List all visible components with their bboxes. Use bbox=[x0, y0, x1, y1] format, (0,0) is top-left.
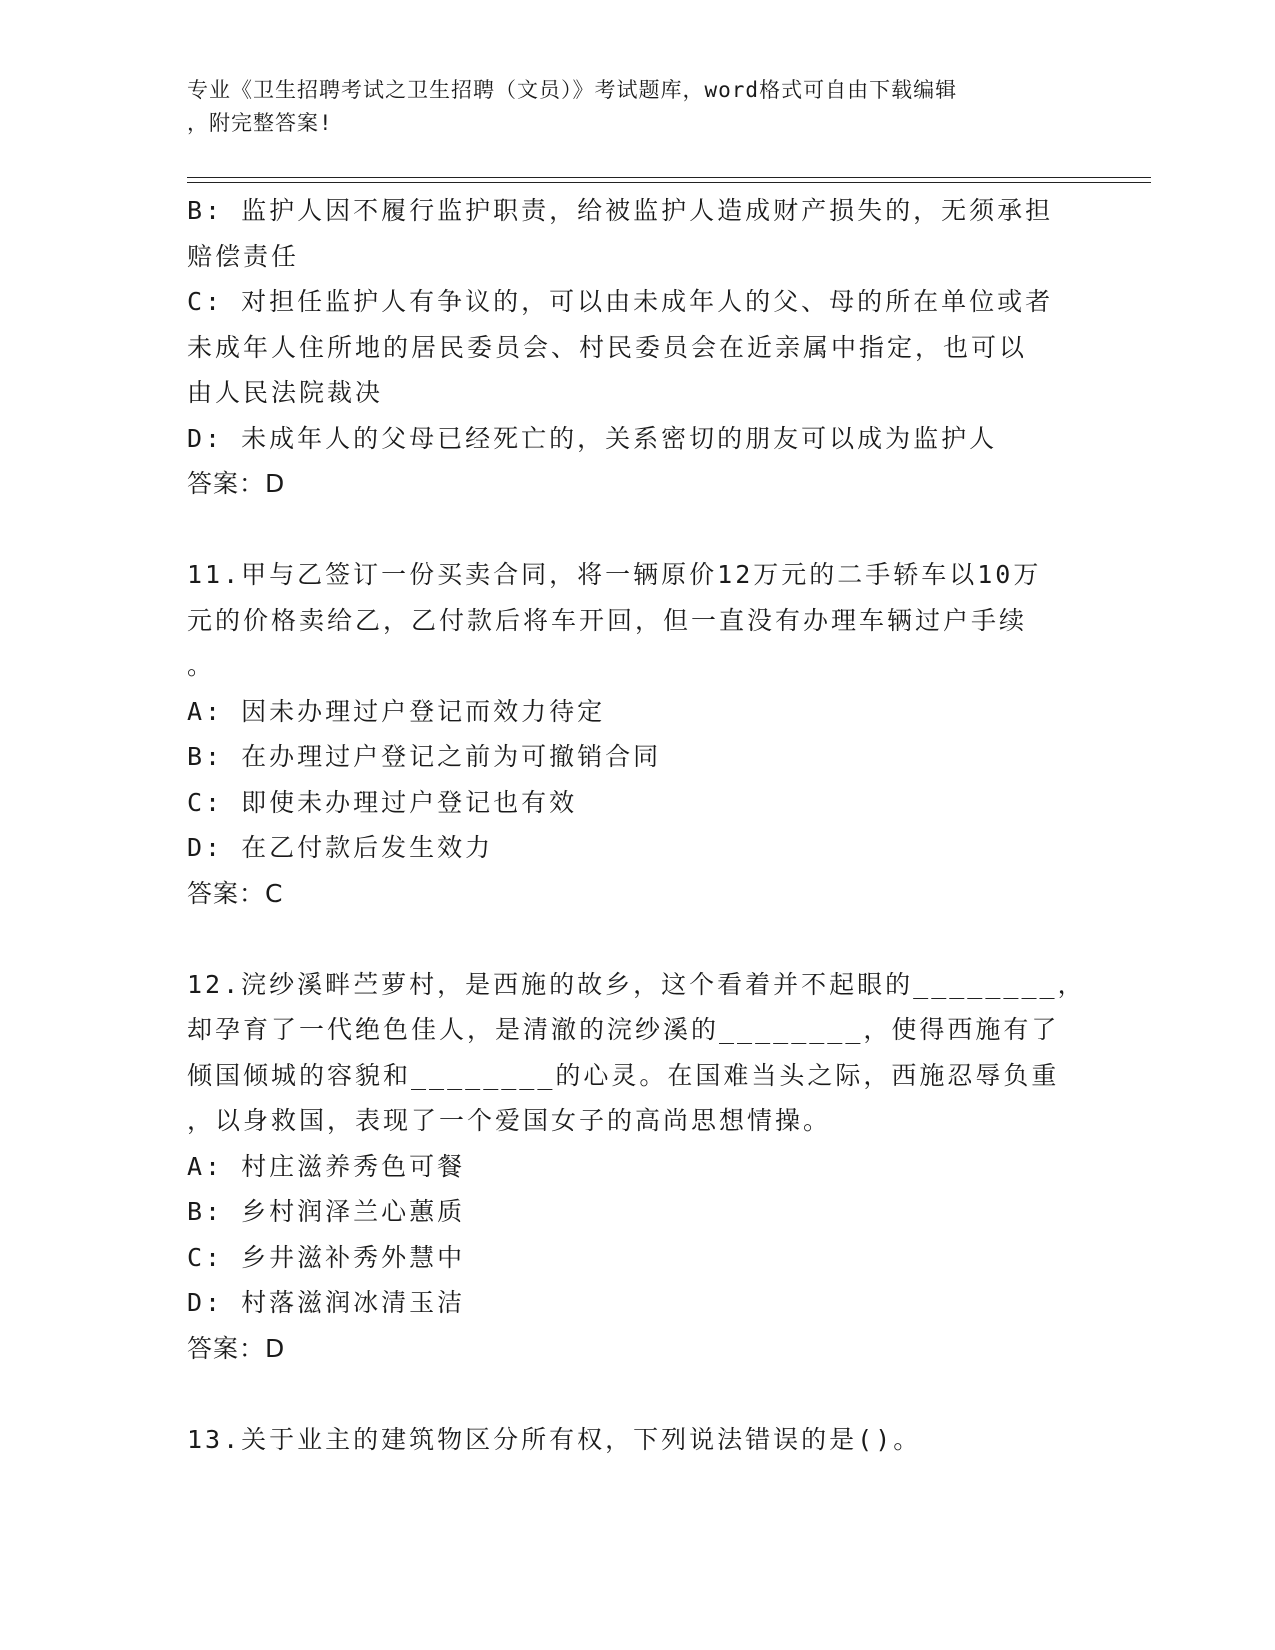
question-stem-line-2: 元的价格卖给乙，乙付款后将车开回，但一直没有办理车辆过户手续 bbox=[187, 605, 1028, 635]
document-header bbox=[187, 74, 1087, 140]
question-11 bbox=[187, 552, 1087, 916]
option-d: D: 村落滋润冰清玉洁 bbox=[187, 1288, 466, 1317]
option-b: B: 乡村润泽兰心蕙质 bbox=[187, 1197, 466, 1226]
header-line-1: 专业《卫生招聘考试之卫生招聘（文员）》考试题库，word格式可自由下载编辑 bbox=[187, 78, 958, 102]
option-d: D: 未成年人的父母已经死亡的，关系密切的朋友可以成为监护人 bbox=[187, 423, 998, 453]
spacer bbox=[187, 1371, 1087, 1417]
question-stem-line-1: 11.甲与乙签订一份买卖合同，将一辆原价12万元的二手轿车以10万 bbox=[187, 560, 1042, 589]
question-stem-line-3: 。 bbox=[187, 651, 216, 680]
option-b: B: 在办理过户登记之前为可撤销合同 bbox=[187, 742, 662, 771]
answer: 答案：D bbox=[187, 1333, 286, 1363]
question-13 bbox=[187, 1417, 1087, 1463]
option-c-line-1: C: 对担任监护人有争议的，可以由未成年人的父、母的所在单位或者 bbox=[187, 287, 1054, 316]
answer: 答案：D bbox=[187, 469, 286, 498]
option-a: A: 因未办理过户登记而效力待定 bbox=[187, 696, 606, 726]
spacer bbox=[187, 916, 1087, 962]
answer: 答案：C bbox=[187, 878, 284, 908]
header-divider-top bbox=[187, 177, 1151, 178]
question-stem-line-2: 却孕育了一代绝色佳人，是清澈的浣纱溪的________，使得西施有了 bbox=[187, 1015, 1060, 1044]
spacer bbox=[187, 507, 1087, 553]
question-stem-line-4: ，以身救国，表现了一个爱国女子的高尚思想情操。 bbox=[187, 1106, 832, 1135]
option-c-line-3: 由人民法院裁决 bbox=[187, 378, 384, 407]
question-10 bbox=[187, 188, 1087, 507]
question-content bbox=[187, 188, 1087, 1462]
question-stem-line-3: 倾国倾城的容貌和________的心灵。在国难当头之际，西施忍辱负重 bbox=[187, 1060, 1060, 1090]
option-b-line-1: B: 监护人因不履行监护职责，给被监护人造成财产损失的，无须承担 bbox=[187, 196, 1054, 225]
option-c: C: 即使未办理过户登记也有效 bbox=[187, 787, 578, 817]
option-b-line-2: 赔偿责任 bbox=[187, 241, 300, 271]
question-12 bbox=[187, 962, 1087, 1372]
header-divider-bottom bbox=[187, 182, 1151, 183]
option-d: D: 在乙付款后发生效力 bbox=[187, 833, 494, 862]
header-line-2: ，附完整答案! bbox=[187, 111, 333, 135]
option-a: A: 村庄滋养秀色可餐 bbox=[187, 1151, 466, 1181]
option-c-line-2: 未成年人住所地的居民委员会、村民委员会在近亲属中指定，也可以 bbox=[187, 332, 1028, 362]
option-c: C: 乡井滋补秀外慧中 bbox=[187, 1242, 466, 1272]
question-stem: 13.关于业主的建筑物区分所有权，下列说法错误的是()。 bbox=[187, 1424, 922, 1454]
question-stem-line-1: 12.浣纱溪畔苎萝村，是西施的故乡，这个看着并不起眼的________， bbox=[187, 969, 1086, 999]
